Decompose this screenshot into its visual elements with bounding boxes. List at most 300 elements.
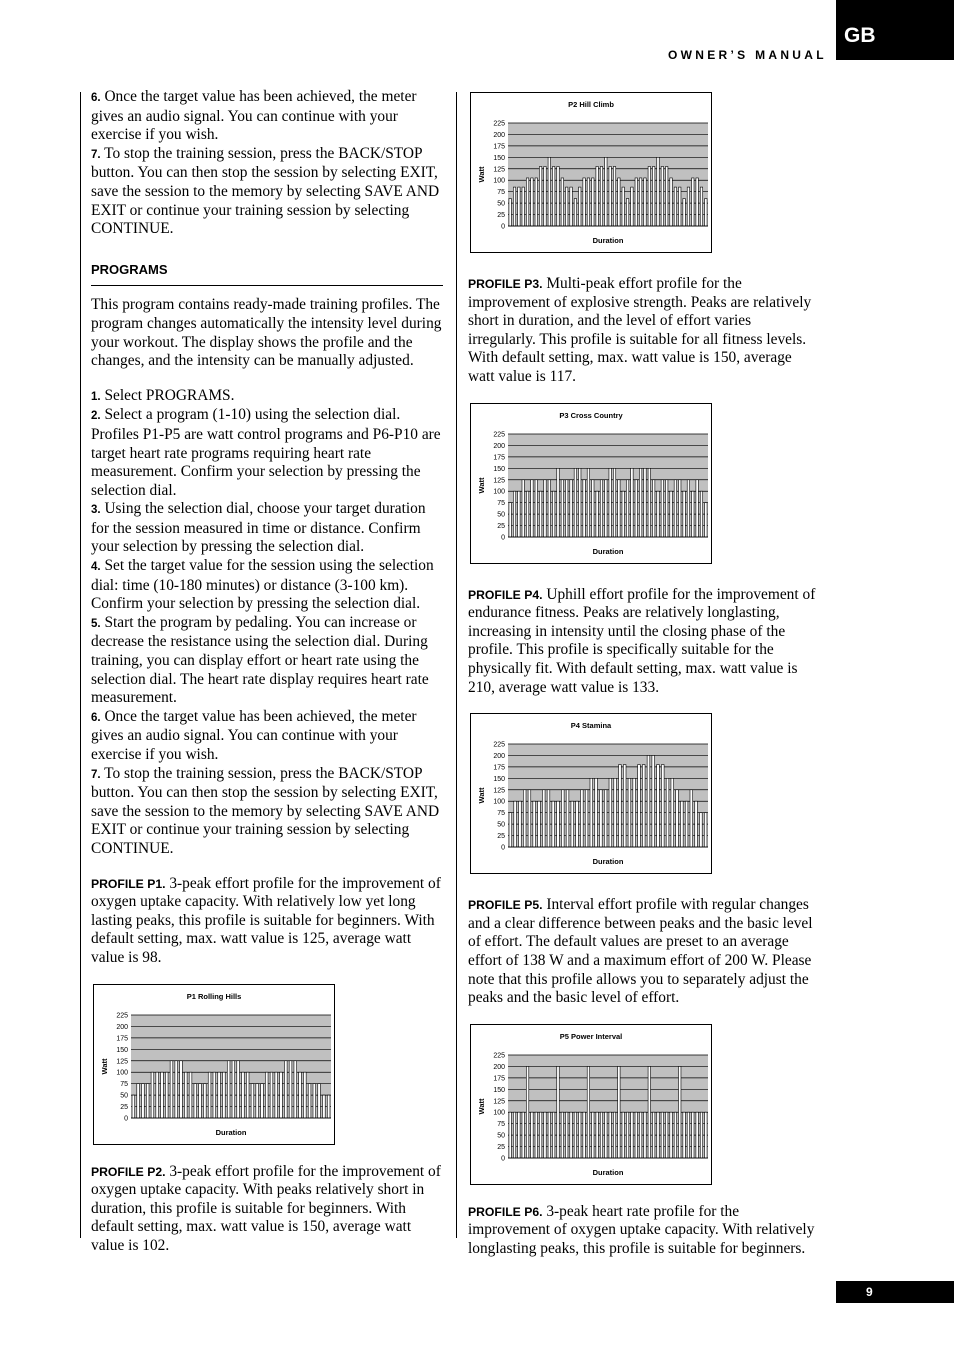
bar xyxy=(626,479,628,536)
profile-description: Interval effort profile with regular changes and a clear difference between peaks and the basic level of effort. The default values are preset to an average effort of 138 W and a maximum effort of 200 W. Please note that this profile allows you to separately adjust the peaks and the basic level of effort. xyxy=(468,896,813,1007)
bar xyxy=(618,178,620,226)
bar xyxy=(600,166,602,226)
bar xyxy=(661,166,663,226)
bar xyxy=(623,765,626,847)
chart-title: P5 Power Interval xyxy=(559,1031,623,1041)
left-column-rule xyxy=(80,92,81,1238)
bar xyxy=(199,1083,202,1117)
bar xyxy=(571,801,574,847)
bar xyxy=(528,790,531,847)
bar xyxy=(509,1112,511,1158)
bar xyxy=(587,468,589,537)
bar xyxy=(690,790,693,847)
bar xyxy=(213,1072,216,1118)
y-axis-label: Watt xyxy=(477,166,486,183)
bar xyxy=(256,1083,259,1117)
bar xyxy=(261,1083,264,1117)
bar xyxy=(705,1112,707,1158)
bar xyxy=(165,1072,168,1118)
y-tick-label: 75 xyxy=(497,189,505,197)
bar xyxy=(218,1072,221,1118)
bar xyxy=(705,502,707,536)
chart-svg xyxy=(471,404,711,563)
bar xyxy=(538,801,541,847)
step-text: Using the selection dial, choose your target duration for the session measured in time or distance. Confirm your selection by pressing the selection dial. xyxy=(91,500,426,556)
step-text: Once the target value has been achieved, the meter gives an audio signal. You can continue with your exercise if you wish. xyxy=(91,707,417,763)
programs-intro: This program contains ready-made training profiles. The program changes automatically the intensity level during your workout. The display shows the profile and the changes, and the intensity can be manually adjusted. xyxy=(91,296,442,370)
language-code: GB xyxy=(844,24,876,47)
x-axis-label: Duration xyxy=(592,236,624,245)
y-tick-label: 0 xyxy=(501,223,505,231)
bar xyxy=(687,1112,689,1158)
step-number: 4. xyxy=(91,561,101,574)
bar xyxy=(227,1060,230,1117)
bar xyxy=(648,166,650,226)
bar xyxy=(203,1083,206,1117)
y-tick-label: 50 xyxy=(497,200,505,208)
bar xyxy=(628,778,631,847)
bar xyxy=(635,178,637,226)
bar xyxy=(622,491,624,537)
bar xyxy=(635,1112,637,1158)
bar xyxy=(633,778,636,847)
bar xyxy=(509,813,512,847)
bar xyxy=(544,479,546,536)
bar xyxy=(280,1072,283,1118)
y-tick-label: 25 xyxy=(497,833,505,841)
bar xyxy=(531,479,533,536)
bar xyxy=(626,1112,628,1158)
y-tick-label: 0 xyxy=(124,1115,128,1123)
bar xyxy=(548,157,550,226)
y-tick-label: 0 xyxy=(501,534,505,542)
bar xyxy=(284,1060,287,1117)
y-tick-label: 150 xyxy=(493,775,505,783)
bar xyxy=(605,1112,607,1158)
bar xyxy=(570,187,572,226)
bar xyxy=(626,199,628,226)
bar xyxy=(565,479,567,536)
step-text: Select a program (1-10) using the selection dial. Profiles P1-P5 are watt control programs and P6-P10 are target heart rate programs requiring heart rate measurement. Confirm your selection by pressing the selection dial. xyxy=(91,406,441,499)
profile-p5-text xyxy=(468,896,822,1008)
bar xyxy=(700,187,702,226)
bar xyxy=(137,1083,140,1117)
bar xyxy=(692,491,694,537)
bar xyxy=(552,1112,554,1158)
y-tick-label: 50 xyxy=(120,1092,128,1100)
center-column-rule xyxy=(456,92,457,1238)
plot-area xyxy=(508,1055,708,1158)
bar xyxy=(696,1112,698,1158)
profile-p3-text xyxy=(468,275,822,387)
bar xyxy=(674,479,676,536)
bar xyxy=(647,756,650,848)
bar xyxy=(522,187,524,226)
bar xyxy=(652,1112,654,1158)
bar xyxy=(661,1112,663,1158)
y-tick-label: 175 xyxy=(116,1034,128,1042)
profile-p4-text xyxy=(468,586,822,698)
bar xyxy=(579,468,581,537)
bar xyxy=(557,166,559,226)
bar xyxy=(619,765,622,847)
step-7 xyxy=(91,765,443,859)
bar xyxy=(535,479,537,536)
bar xyxy=(696,178,698,226)
bar xyxy=(194,1083,197,1117)
x-axis-label: Duration xyxy=(592,546,624,556)
y-tick-label: 200 xyxy=(493,753,505,761)
bar xyxy=(638,765,641,847)
bar xyxy=(175,1060,178,1117)
bar xyxy=(639,1112,641,1158)
bar xyxy=(644,178,646,226)
bar xyxy=(679,187,681,226)
bar xyxy=(648,468,650,537)
step-number: 6. xyxy=(91,92,101,104)
bar xyxy=(580,790,583,847)
bar xyxy=(648,1066,650,1158)
y-tick-label: 175 xyxy=(493,143,505,151)
y-axis-label: Watt xyxy=(477,787,486,804)
bar xyxy=(539,1112,541,1158)
bar xyxy=(318,1083,321,1117)
left-column xyxy=(91,88,443,1256)
bar xyxy=(547,790,550,847)
y-tick-label: 125 xyxy=(493,1097,505,1105)
bar xyxy=(600,479,602,536)
bar xyxy=(696,479,698,536)
bar xyxy=(242,1072,245,1118)
bar xyxy=(156,1072,159,1118)
bar xyxy=(294,1060,297,1117)
bar xyxy=(670,178,672,226)
bar xyxy=(303,1072,306,1118)
step-6 xyxy=(91,708,443,765)
bar xyxy=(223,1072,226,1118)
intro-step-7 xyxy=(91,145,443,239)
bar xyxy=(644,1112,646,1158)
step-2 xyxy=(91,406,443,500)
bar xyxy=(661,479,663,536)
step-number: 1. xyxy=(91,390,101,403)
bar xyxy=(618,1066,620,1158)
bar xyxy=(670,1112,672,1158)
bar xyxy=(609,778,612,847)
y-tick-label: 225 xyxy=(493,431,505,439)
bar xyxy=(565,1112,567,1158)
step-number: 2. xyxy=(91,410,101,423)
y-tick-label: 125 xyxy=(493,166,505,174)
profile-label: PROFILE P3. xyxy=(468,277,543,291)
p3-chart xyxy=(470,403,712,564)
y-tick-label: 125 xyxy=(493,787,505,795)
bar xyxy=(522,1112,524,1158)
bar xyxy=(613,1112,615,1158)
y-tick-label: 100 xyxy=(493,798,505,806)
bar xyxy=(579,187,581,226)
bar xyxy=(526,178,528,226)
bar xyxy=(531,178,533,226)
y-tick-label: 0 xyxy=(501,1155,505,1163)
bar xyxy=(585,790,588,847)
bar xyxy=(265,1072,268,1118)
y-tick-label: 125 xyxy=(116,1057,128,1065)
y-tick-label: 25 xyxy=(497,522,505,530)
bar xyxy=(526,1066,528,1158)
profile-description: 3-peak effort profile for the improvement of oxygen uptake capacity. With relatively low yet long lasting peaks, this profile is suitable for beginners. With default setting, max. watt value is 125, average watt value is 98. xyxy=(91,874,441,966)
y-tick-label: 200 xyxy=(493,1063,505,1071)
profile-label: PROFILE P1. xyxy=(91,876,166,891)
bar xyxy=(533,801,536,847)
profile-description: 3-peak effort profile for the improvement of oxygen uptake capacity. With peaks relatively short in duration, this profile is suitable for beginners. With default setting, max. watt value is 150, average watt value is 102. xyxy=(91,1162,441,1254)
y-tick-label: 150 xyxy=(116,1046,128,1054)
y-axis-label: Watt xyxy=(477,1098,486,1115)
bar xyxy=(592,178,594,226)
bar xyxy=(574,199,576,226)
bar xyxy=(246,1072,249,1118)
bar xyxy=(509,502,511,536)
chart-title: P2 Hill Climb xyxy=(568,100,614,109)
profile-p2-text xyxy=(91,1163,443,1256)
bar xyxy=(308,1083,311,1117)
plot-area xyxy=(508,434,708,537)
bar xyxy=(666,778,669,847)
step-5 xyxy=(91,614,443,708)
bar xyxy=(518,187,520,226)
y-tick-label: 100 xyxy=(493,177,505,185)
bar xyxy=(652,756,655,848)
bar xyxy=(522,479,524,536)
bar xyxy=(557,1066,559,1158)
p1-chart xyxy=(93,984,335,1145)
y-tick-label: 25 xyxy=(120,1103,128,1111)
bar xyxy=(676,790,679,847)
bar xyxy=(574,468,576,537)
bar xyxy=(518,491,520,537)
bar xyxy=(535,1112,537,1158)
bar xyxy=(635,479,637,536)
chart-svg xyxy=(471,93,711,252)
bar xyxy=(605,157,607,226)
bar xyxy=(327,1095,330,1118)
y-tick-label: 75 xyxy=(497,499,505,507)
bar xyxy=(189,1072,192,1118)
bar xyxy=(583,1112,585,1158)
bar xyxy=(679,479,681,536)
manual-title: OWNER’S MANUAL xyxy=(668,48,827,62)
right-column xyxy=(468,92,822,1258)
bar xyxy=(299,1072,302,1118)
y-tick-label: 75 xyxy=(120,1080,128,1088)
profile-label: PROFILE P5. xyxy=(468,898,543,913)
step-text: To stop the training session, press the BACK/STOP button. You can then stop the session by selecting EXIT, save the session to the memory by selecting SAVE AND EXIT or continue your training session by selecting CONTINUE. xyxy=(91,144,440,238)
bar xyxy=(323,1095,326,1118)
profile-p1-text xyxy=(91,875,443,968)
bar xyxy=(184,1072,187,1118)
bar xyxy=(566,790,569,847)
bar xyxy=(557,801,560,847)
page-number: 9 xyxy=(866,1285,873,1299)
bar xyxy=(683,199,685,226)
bar xyxy=(583,479,585,536)
bar xyxy=(622,187,624,226)
bar xyxy=(670,491,672,537)
bar xyxy=(596,166,598,226)
bar xyxy=(587,178,589,226)
plot-area xyxy=(508,123,708,226)
profile-description: Multi-peak effort profile for the improvement of explosive strength. Peaks are relatively short in duration, and the level of effort varies irregularly. This profile is suitable for all fitness levels. With default setting, max. watt value is 150, average watt value is 117. xyxy=(468,275,812,385)
bar xyxy=(592,479,594,536)
bar xyxy=(552,801,555,847)
bar xyxy=(535,178,537,226)
bar xyxy=(539,166,541,226)
bar xyxy=(592,1112,594,1158)
y-axis-label: Watt xyxy=(477,477,486,494)
bar xyxy=(548,1112,550,1158)
y-tick-label: 175 xyxy=(493,453,505,461)
bar xyxy=(639,178,641,226)
x-axis-label: Duration xyxy=(592,857,624,867)
bar xyxy=(539,491,541,537)
bar xyxy=(518,1112,520,1158)
step-3 xyxy=(91,500,443,557)
y-tick-label: 225 xyxy=(493,120,505,128)
step-number: 7. xyxy=(91,768,101,781)
profile-description: 3-peak heart rate profile for the improvement of oxygen uptake capacity. With relatively longlasting peaks, this profile is suitable for beginners. xyxy=(468,1202,815,1257)
bar xyxy=(609,166,611,226)
bar xyxy=(251,1083,254,1117)
bar xyxy=(313,1083,316,1117)
profile-p6-text xyxy=(468,1203,822,1259)
bar xyxy=(661,765,664,847)
bar xyxy=(618,479,620,536)
y-tick-label: 200 xyxy=(493,131,505,139)
y-tick-label: 50 xyxy=(497,1132,505,1140)
bar xyxy=(631,468,633,537)
bar xyxy=(613,166,615,226)
step-text: Select PROGRAMS. xyxy=(100,386,235,404)
step-1 xyxy=(91,387,443,407)
y-tick-label: 75 xyxy=(497,1120,505,1128)
bar xyxy=(574,1112,576,1158)
chart-title: P1 Rolling Hills xyxy=(186,991,242,1001)
bar xyxy=(552,166,554,226)
y-tick-label: 100 xyxy=(493,488,505,496)
y-tick-label: 125 xyxy=(493,476,505,484)
step-4 xyxy=(91,557,443,614)
bar xyxy=(513,491,515,537)
bar xyxy=(631,1112,633,1158)
y-tick-label: 150 xyxy=(493,1086,505,1094)
profile-description: Uphill effort profile for the improvement of endurance fitness. Peaks are relatively longlasting, increasing in intensity until the closing phase of the profile. This profile is specifically suitable for the physically fit. With default setting, max. watt value is 210, average watt value is 133. xyxy=(468,585,816,696)
bar xyxy=(622,1112,624,1158)
bar xyxy=(657,765,660,847)
bar xyxy=(576,801,579,847)
bar xyxy=(605,479,607,536)
step-text: Start the program by pedaling. You can increase or decrease the resistance using the selection dial. During training, you can display effort or heart rate using the selection dial. The heart rate display requires heart rate measurement. xyxy=(91,613,429,707)
bar xyxy=(513,187,515,226)
bar xyxy=(526,491,528,537)
bar xyxy=(275,1072,278,1118)
bar xyxy=(652,479,654,536)
programs-heading: PROGRAMS xyxy=(91,261,443,287)
bar xyxy=(657,1112,659,1158)
y-tick-label: 175 xyxy=(493,764,505,772)
bar xyxy=(542,790,545,847)
bar xyxy=(679,1066,681,1158)
bar xyxy=(544,1112,546,1158)
intro-step-6 xyxy=(91,88,443,145)
bar xyxy=(544,166,546,226)
bar xyxy=(705,199,707,226)
bar xyxy=(665,479,667,536)
bar xyxy=(151,1072,154,1118)
bar xyxy=(180,1060,183,1117)
y-tick-label: 100 xyxy=(493,1109,505,1117)
chart-svg xyxy=(471,714,711,873)
bar xyxy=(683,491,685,537)
bar xyxy=(170,1060,173,1117)
bar xyxy=(579,1112,581,1158)
p4-chart xyxy=(470,713,712,874)
y-tick-label: 200 xyxy=(116,1023,128,1031)
y-tick-label: 150 xyxy=(493,154,505,162)
bar xyxy=(596,491,598,537)
chart-title: P3 Cross Country xyxy=(559,410,623,420)
bar xyxy=(161,1072,164,1118)
bar xyxy=(687,479,689,536)
bar xyxy=(613,468,615,537)
bar xyxy=(665,166,667,226)
bar xyxy=(642,765,645,847)
bar xyxy=(270,1072,273,1118)
bar xyxy=(142,1083,145,1117)
bar xyxy=(561,1112,563,1158)
y-axis-label: Watt xyxy=(100,1058,109,1075)
bar xyxy=(680,801,683,847)
y-tick-label: 200 xyxy=(493,442,505,450)
bar xyxy=(583,178,585,226)
bar xyxy=(587,1066,589,1158)
x-axis-label: Duration xyxy=(215,1127,247,1137)
bar xyxy=(704,813,707,847)
bar xyxy=(609,1112,611,1158)
bar xyxy=(557,468,559,537)
bar xyxy=(700,813,703,847)
bar xyxy=(683,1112,685,1158)
profile-label: PROFILE P6. xyxy=(468,1204,543,1219)
bar xyxy=(652,166,654,226)
bar xyxy=(700,491,702,537)
chart-svg xyxy=(94,985,334,1144)
bar xyxy=(548,479,550,536)
bar xyxy=(692,1112,694,1158)
bar xyxy=(595,778,598,847)
chart-title: P4 Stamina xyxy=(570,721,612,731)
step-text: Set the target value for the session using the selection dial: time (10-180 minutes) or distance (3-100 km). Confirm your selection by pressing the selection dial. xyxy=(91,557,434,613)
y-tick-label: 150 xyxy=(493,465,505,473)
bar xyxy=(531,1112,533,1158)
bar xyxy=(519,801,522,847)
bar xyxy=(237,1060,240,1117)
bar xyxy=(570,479,572,536)
bar xyxy=(561,178,563,226)
chart-svg xyxy=(471,1025,711,1184)
bar xyxy=(700,1112,702,1158)
step-number: 6. xyxy=(91,711,101,724)
bar xyxy=(665,1112,667,1158)
